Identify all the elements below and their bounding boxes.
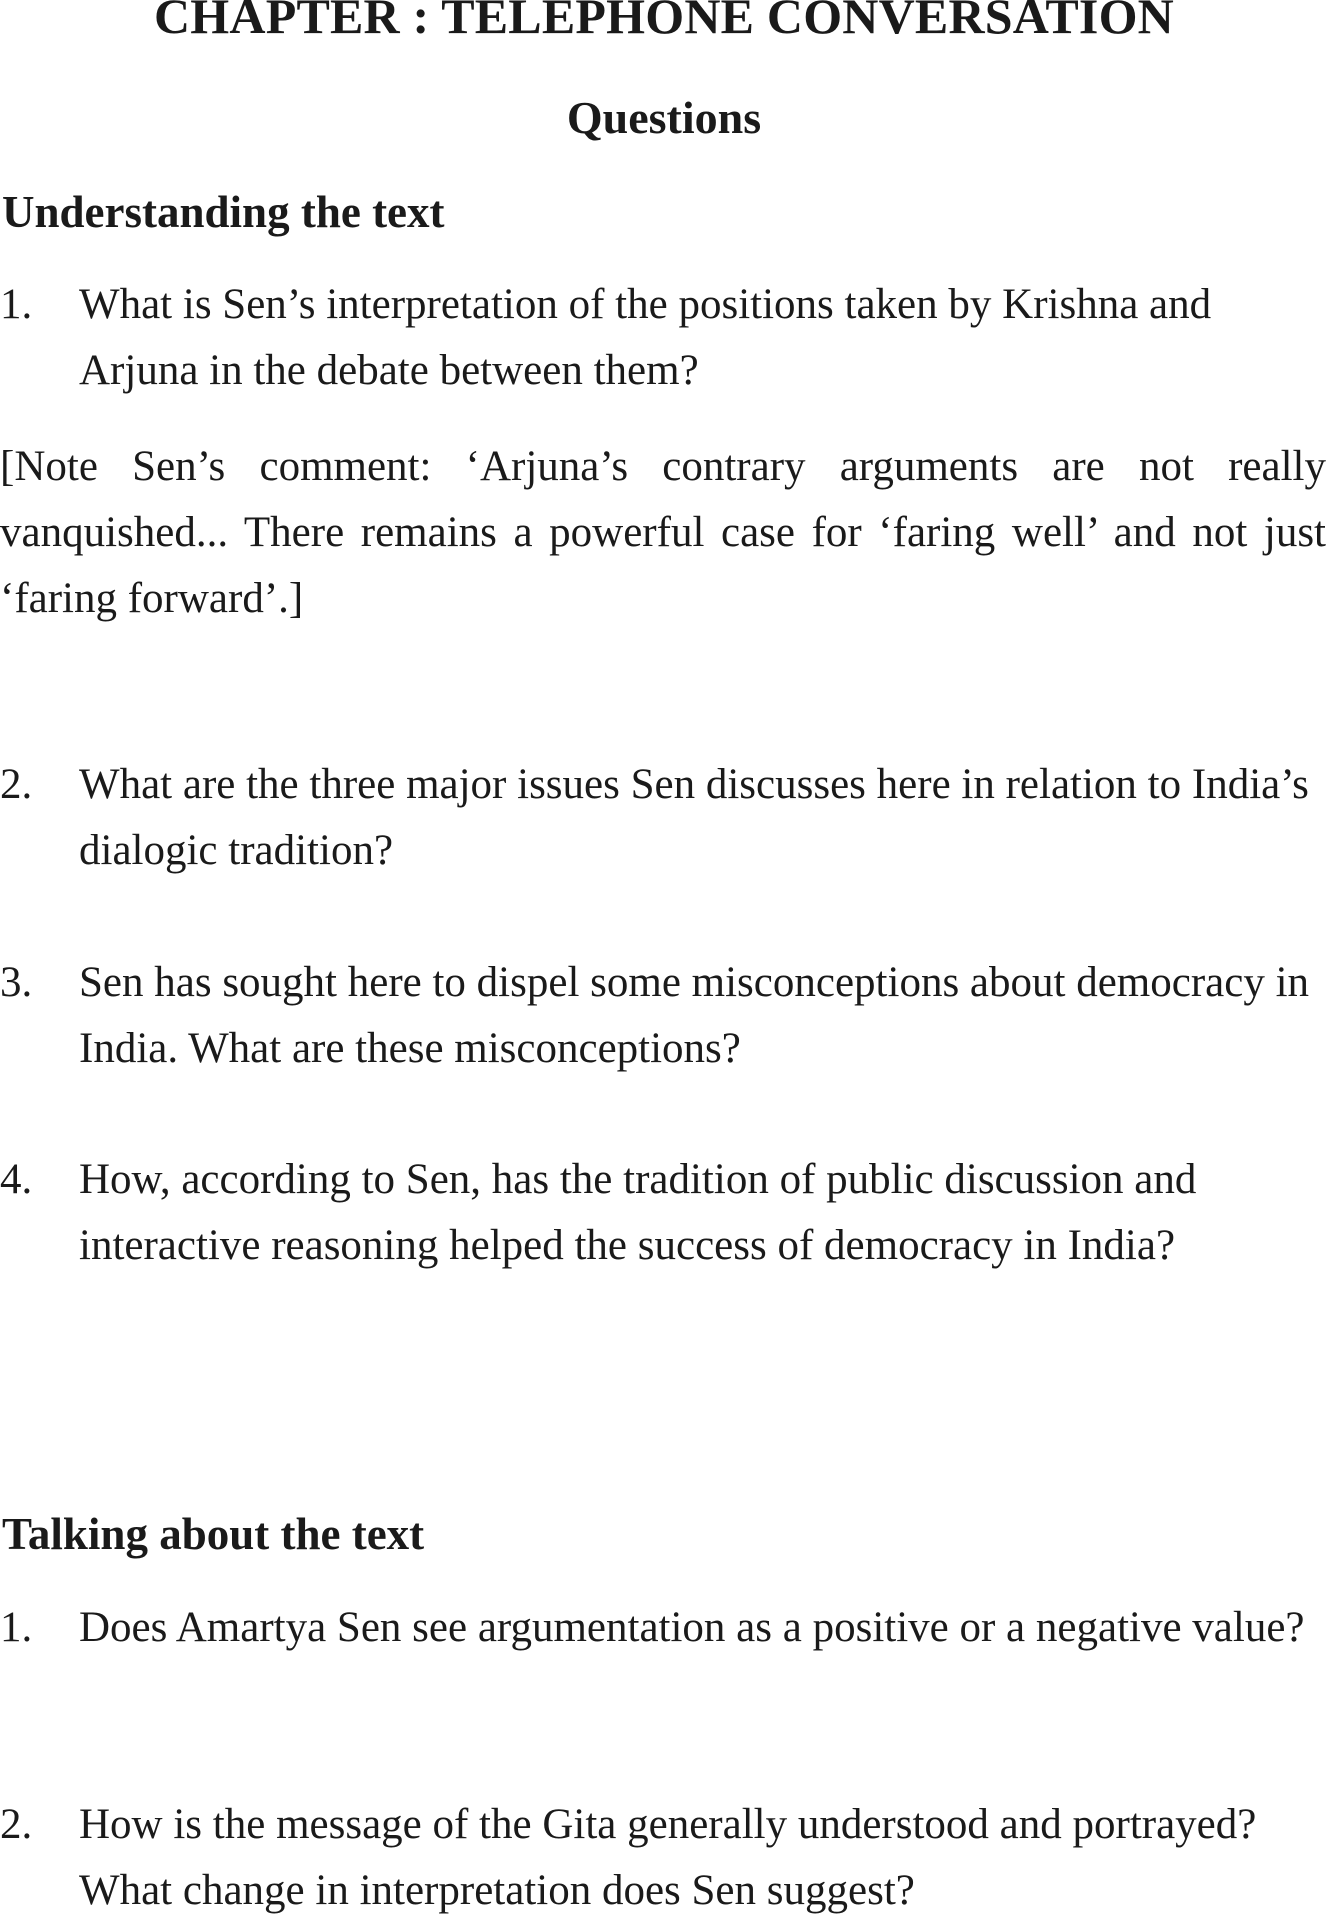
section-heading-talking: Talking about the text: [2, 1509, 425, 1559]
question-number: 4.: [0, 1156, 33, 1203]
question-item: [0, 1147, 1326, 1279]
chapter-title: CHAPTER : TELEPHONE CONVERSATION: [154, 0, 1174, 44]
question-text: What are the three major issues Sen discusses here in relation to India’s dialogic tradition?: [79, 761, 1309, 874]
question-text: How, according to Sen, has the tradition of public discussion and interactive reasoning helped the success of democracy in India?: [79, 1156, 1197, 1269]
question-number: 2.: [0, 761, 33, 808]
questions-heading: Questions: [566, 92, 762, 143]
question-text: How is the message of the Gita generally understood and portrayed? What change in interpretation does Sen suggest?: [79, 1801, 1257, 1914]
question-number: 3.: [0, 959, 33, 1006]
note-paragraph: [Note Sen’s comment: ‘Arjuna’s contrary arguments are not really vanquished... There remains a powerful case for ‘faring well’ and not just ‘faring forward’.]: [0, 443, 1326, 622]
question-item: [0, 752, 1326, 884]
question-number: 1.: [0, 281, 33, 328]
question-text: Does Amartya Sen see argumentation as a positive or a negative value?: [79, 1604, 1305, 1651]
question-item: [0, 1792, 1326, 1924]
question-number: 2.: [0, 1801, 33, 1848]
question-text: What is Sen’s interpretation of the positions taken by Krishna and Arjuna in the debate between them?: [79, 281, 1212, 394]
section-heading-understanding: Understanding the text: [2, 187, 445, 237]
question-number: 1.: [0, 1604, 33, 1651]
question-item: [0, 950, 1326, 1082]
question-text: Sen has sought here to dispel some misconceptions about democracy in India. What are these misconceptions?: [79, 959, 1310, 1072]
question-item: [0, 272, 1326, 404]
question-item: [0, 1595, 1326, 1661]
